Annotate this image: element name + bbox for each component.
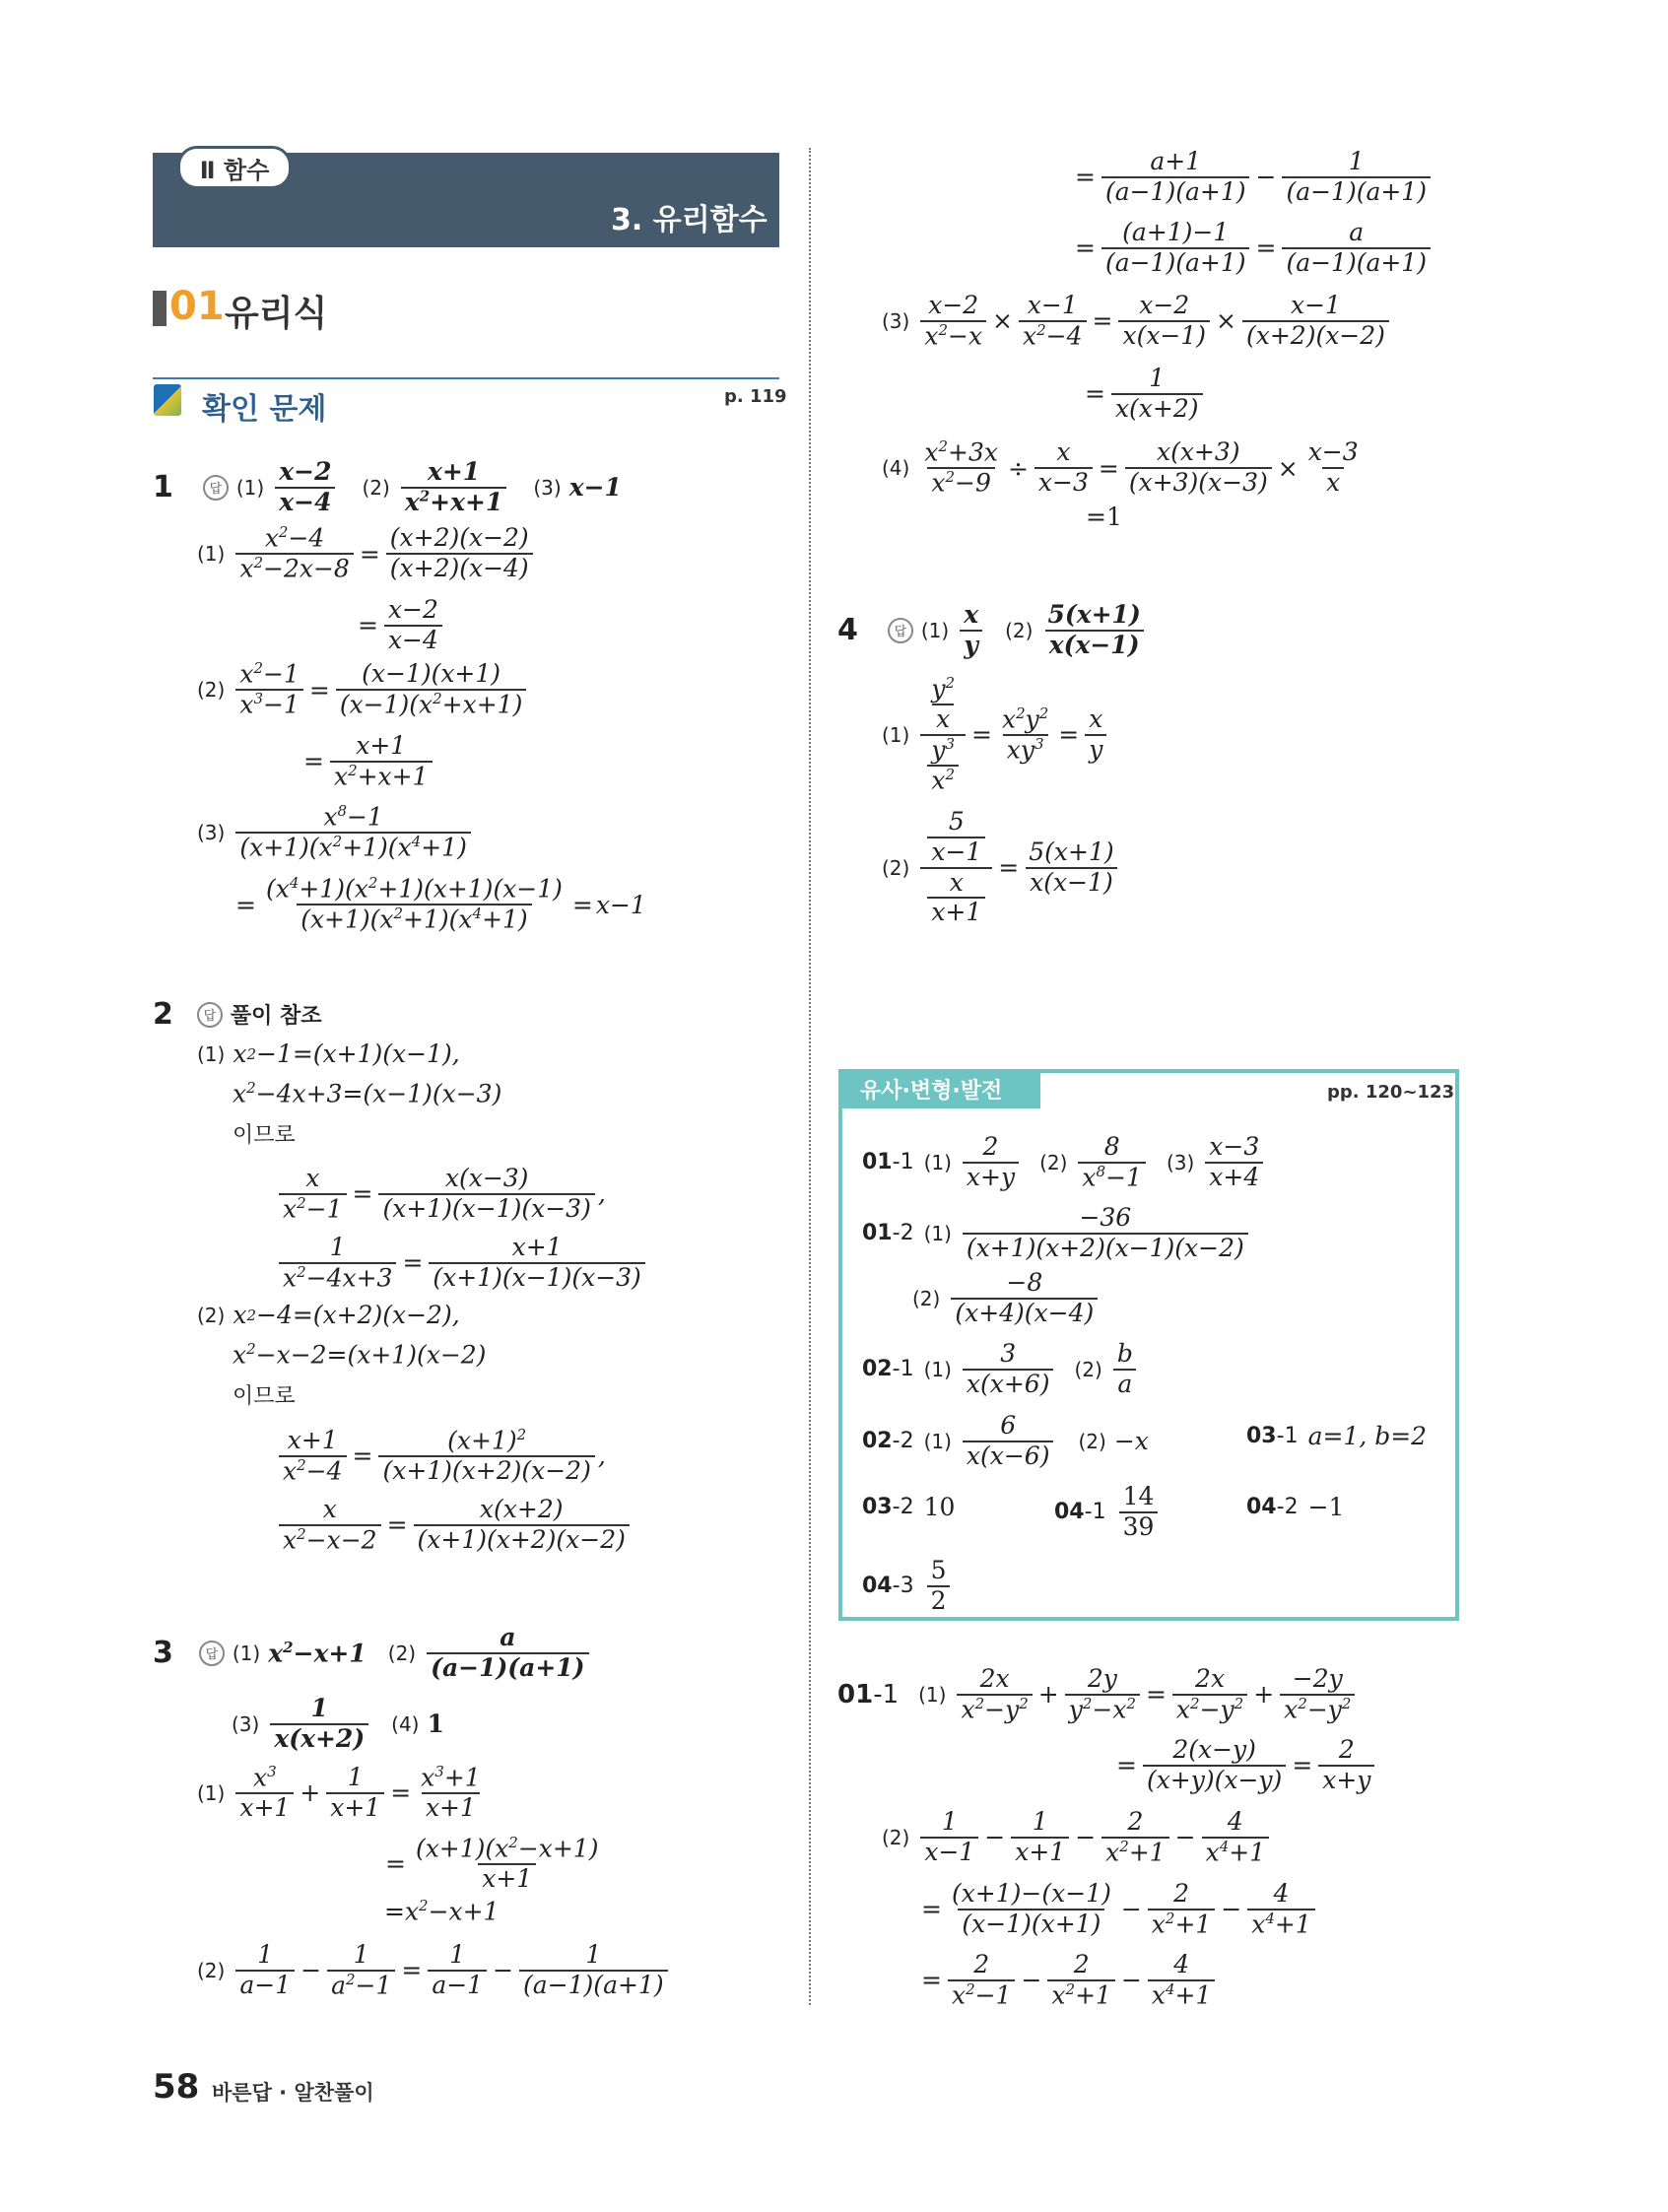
p3-step5: = $\frac{a+1}{(a-1)(a+1)}$ − $\frac{1}{(a-1)(a+1)}$ — [1072, 148, 1434, 207]
p2-line5: (2) x 2 −4=(x+2)(x−2), — [197, 1301, 460, 1329]
p1-step2: = $\frac{x-2}{x-4}$ — [355, 596, 445, 655]
answer-mark-icon: 답 — [199, 1641, 225, 1666]
p1-step1: (1) $\frac{x^2-4}{x^2-2x-8}$ = $\frac{(x+2)(x-2)}{(x+2)(x-4)}$ — [197, 524, 536, 583]
p1-step6: = $\frac{(x^4+1)(x^2+1)(x+1)(x-1)}{(x+1)(x^2+1)(x^4+1)}$ = x−1 — [235, 874, 646, 934]
ans-04-2: 04-2 −1 — [1246, 1493, 1345, 1521]
p3-step7: (3) $\frac{x-2}{x^2-x}$ × $\frac{x-1}{x^2-4}$ = $\frac{x-2}{x(x-1)}$ × $\frac{x-1}{(x+2)(x-2)}$ — [882, 292, 1392, 351]
similar-title-tab — [838, 1069, 1040, 1108]
column-divider — [809, 148, 811, 2005]
ans-03-2: 03-2 10 — [862, 1493, 956, 1521]
p2-line3: $\frac{x}{x^2-1}$ = $\frac{x(x-3)}{(x+1)(x-1)(x-3)}$ , — [276, 1165, 606, 1224]
ans-02-2: 02-2 (1) $\frac{6}{x(x-6)}$ (2) −x — [862, 1411, 1149, 1470]
unit-title: 3. 유리함수 — [611, 203, 767, 237]
p2-line4: $\frac{1}{x^2-4x+3}$ = $\frac{x+1}{(x+1)(x-1)(x-3)}$ — [276, 1234, 648, 1293]
p3-step3: $=x^2-x+1$ — [384, 1897, 500, 1926]
similar-title: 유사·변형·발전 — [860, 1078, 1003, 1104]
p3-step10: =1 — [1086, 503, 1122, 531]
p2-line6: $x^2-x-2=(x+1)(x-2)$ — [233, 1340, 487, 1370]
ans-02-1: 02-1 (1) $\frac{3}{x(x+6)}$ (2) $\frac{b}{a}$ — [862, 1340, 1140, 1399]
ans-04-1: 04-1 $\frac{14}{39}$ — [1054, 1483, 1161, 1542]
chapter-badge — [177, 146, 292, 189]
section-number: 01 — [169, 284, 225, 329]
p1-step3: (2) $\frac{x^2-1}{x^3-1}$ = $\frac{(x-1)(x+1)}{(x-1)(x^2+x+1)}$ — [197, 660, 529, 719]
see-solution: 풀이 참조 — [230, 1004, 322, 1029]
sol-01-1-b: = $\frac{2(x-y)}{(x+y)(x-y)}$ = $\frac{2}{x+y}$ — [1113, 1736, 1377, 1795]
answer-mark-icon: 답 — [203, 475, 229, 501]
ans-01-2-2: (2) $\frac{-8}{(x+4)(x-4)}$ — [912, 1269, 1101, 1328]
problem-3-answer: 3 답 (1) $x^2-x+1$ (2) $\frac{a}{(a-1)(a+1)}$ — [153, 1624, 592, 1683]
p4-step1: (1) $\frac{\frac{y^2}{x}}{\frac{y^3}{x^2}}$ = $\frac{x^2y^2}{xy^3}$ = $\frac{x}{y}$ — [882, 675, 1109, 795]
p2-imeuro: 이므로 — [233, 1123, 296, 1148]
sol-01-1-c: (2) $\frac{1}{x-1}$ − $\frac{1}{x+1}$ − $\frac{2}{x^2+1}$ − $\frac{4}{x^4+1}$ — [882, 1808, 1272, 1867]
p2-line2: $x^2-4x+3=(x-1)(x-3)$ — [233, 1079, 502, 1108]
problem-number: 2 — [153, 997, 173, 1032]
p3-step6: = $\frac{(a+1)-1}{(a-1)(a+1)}$ = $\frac{a}{(a-1)(a+1)}$ — [1072, 219, 1434, 278]
p1-step4: = $\frac{x+1}{x^2+x+1}$ — [300, 732, 435, 791]
confirm-icon — [154, 384, 181, 416]
similar-page-ref: pp. 120~123 — [1327, 1082, 1455, 1103]
confirm-underline — [153, 377, 779, 379]
p2-line7: $\frac{x+1}{x^2-4}$ = $\frac{(x+1)^2}{(x+1)(x+2)(x-2)}$ , — [276, 1427, 606, 1486]
p3-step4: (2) $\frac{1}{a-1}$ − $\frac{1}{a^2-1}$ = $\frac{1}{a-1}$ − $\frac{1}{(a-1)(a+1)}$ — [197, 1941, 671, 2000]
p3-answer-2: (3) $\frac{1}{x(x+2)}$ (4) 1 — [232, 1694, 444, 1753]
section-marker — [153, 291, 167, 326]
problem-number: 4 — [837, 613, 858, 648]
ans-04-3: 04-3 $\frac{5}{2}$ — [862, 1557, 953, 1616]
ans-03-1: 03-1 a=1, b=2 — [1246, 1422, 1428, 1450]
answer-mark-icon: 답 — [197, 1002, 223, 1028]
book-title: 바른답 · 알찬풀이 — [212, 2081, 374, 2105]
p3-step2: = $\frac{(x+1)(x^2-x+1)}{x+1}$ — [385, 1834, 599, 1894]
confirm-page-ref: p. 119 — [724, 386, 787, 407]
answer-mark-icon: 답 — [888, 618, 913, 643]
confirm-title: 확인 문제 — [202, 392, 327, 427]
p4-step2: (2) $\frac{\frac{5}{x-1}}{\frac{x}{x+1}}$ = $\frac{5(x+1)}{x(x-1)}$ — [882, 808, 1121, 927]
problem-1-answer: 1 답 (1) $\frac{x-2}{x-4}$ (2) $\frac{x+1}{x^2+x+1}$ (3) x−1 — [153, 457, 622, 517]
page-number: 58 — [153, 2067, 200, 2107]
p2-line1: (1) x 2 −1=(x+1)(x−1), — [197, 1039, 460, 1068]
problem-4-answer: 4 답 (1) $\frac{x}{y}$ (2) $\frac{5(x+1)}{x(x-1)}$ — [837, 601, 1148, 660]
p2-line8: $\frac{x}{x^2-x-2}$ = $\frac{x(x+2)}{(x+1)(x+2)(x-2)}$ — [276, 1496, 633, 1555]
chapter-badge-label: Ⅱ 함수 — [199, 156, 270, 184]
p2-imeuro-2: 이므로 — [233, 1384, 296, 1409]
ans-01-1: 01-1 (1) $\frac{2}{x+y}$ (2) $\frac{8}{x^8-1}$ (3) $\frac{x-3}{x+4}$ — [862, 1133, 1266, 1192]
p1-step5: (3) $\frac{x^8-1}{(x+1)(x^2+1)(x^4+1)}$ — [197, 803, 474, 862]
sol-01-1-a: 01-1 (1) $\frac{2x}{x^2-y^2}$ + $\frac{2y}{y^2-x^2}$ = $\frac{2x}{x^2-y^2}$ + $\frac{-2y}{x^2-y^2}$ — [837, 1665, 1358, 1724]
problem-number: 3 — [153, 1636, 173, 1671]
p3-step8: = $\frac{1}{x(x+2)}$ — [1082, 365, 1206, 424]
section-title: 유리식 — [225, 294, 328, 334]
p3-step1: (1) $\frac{x^3}{x+1}$ + $\frac{1}{x+1}$ = $\frac{x^3+1}{x+1}$ — [197, 1763, 481, 1823]
sol-01-1-e: = $\frac{2}{x^2-1}$ − $\frac{2}{x^2+1}$ − $\frac{4}{x^4+1}$ — [918, 1951, 1218, 2010]
problem-2-answer — [153, 997, 322, 1032]
p3-step9: (4) $\frac{x^2+3x}{x^2-9}$ ÷ $\frac{x}{x-3}$ = $\frac{x(x+3)}{(x+3)(x-3)}$ × $\frac{x-3}{x}$ — [882, 437, 1359, 498]
ans-01-2: 01-2 (1) $\frac{-36}{(x+1)(x+2)(x-1)(x-2)}$ — [862, 1204, 1251, 1263]
sol-01-1-d: = $\frac{(x+1)-(x-1)}{(x-1)(x+1)}$ − $\frac{2}{x^2+1}$ − $\frac{4}{x^4+1}$ — [918, 1880, 1318, 1939]
problem-number: 1 — [153, 470, 173, 505]
